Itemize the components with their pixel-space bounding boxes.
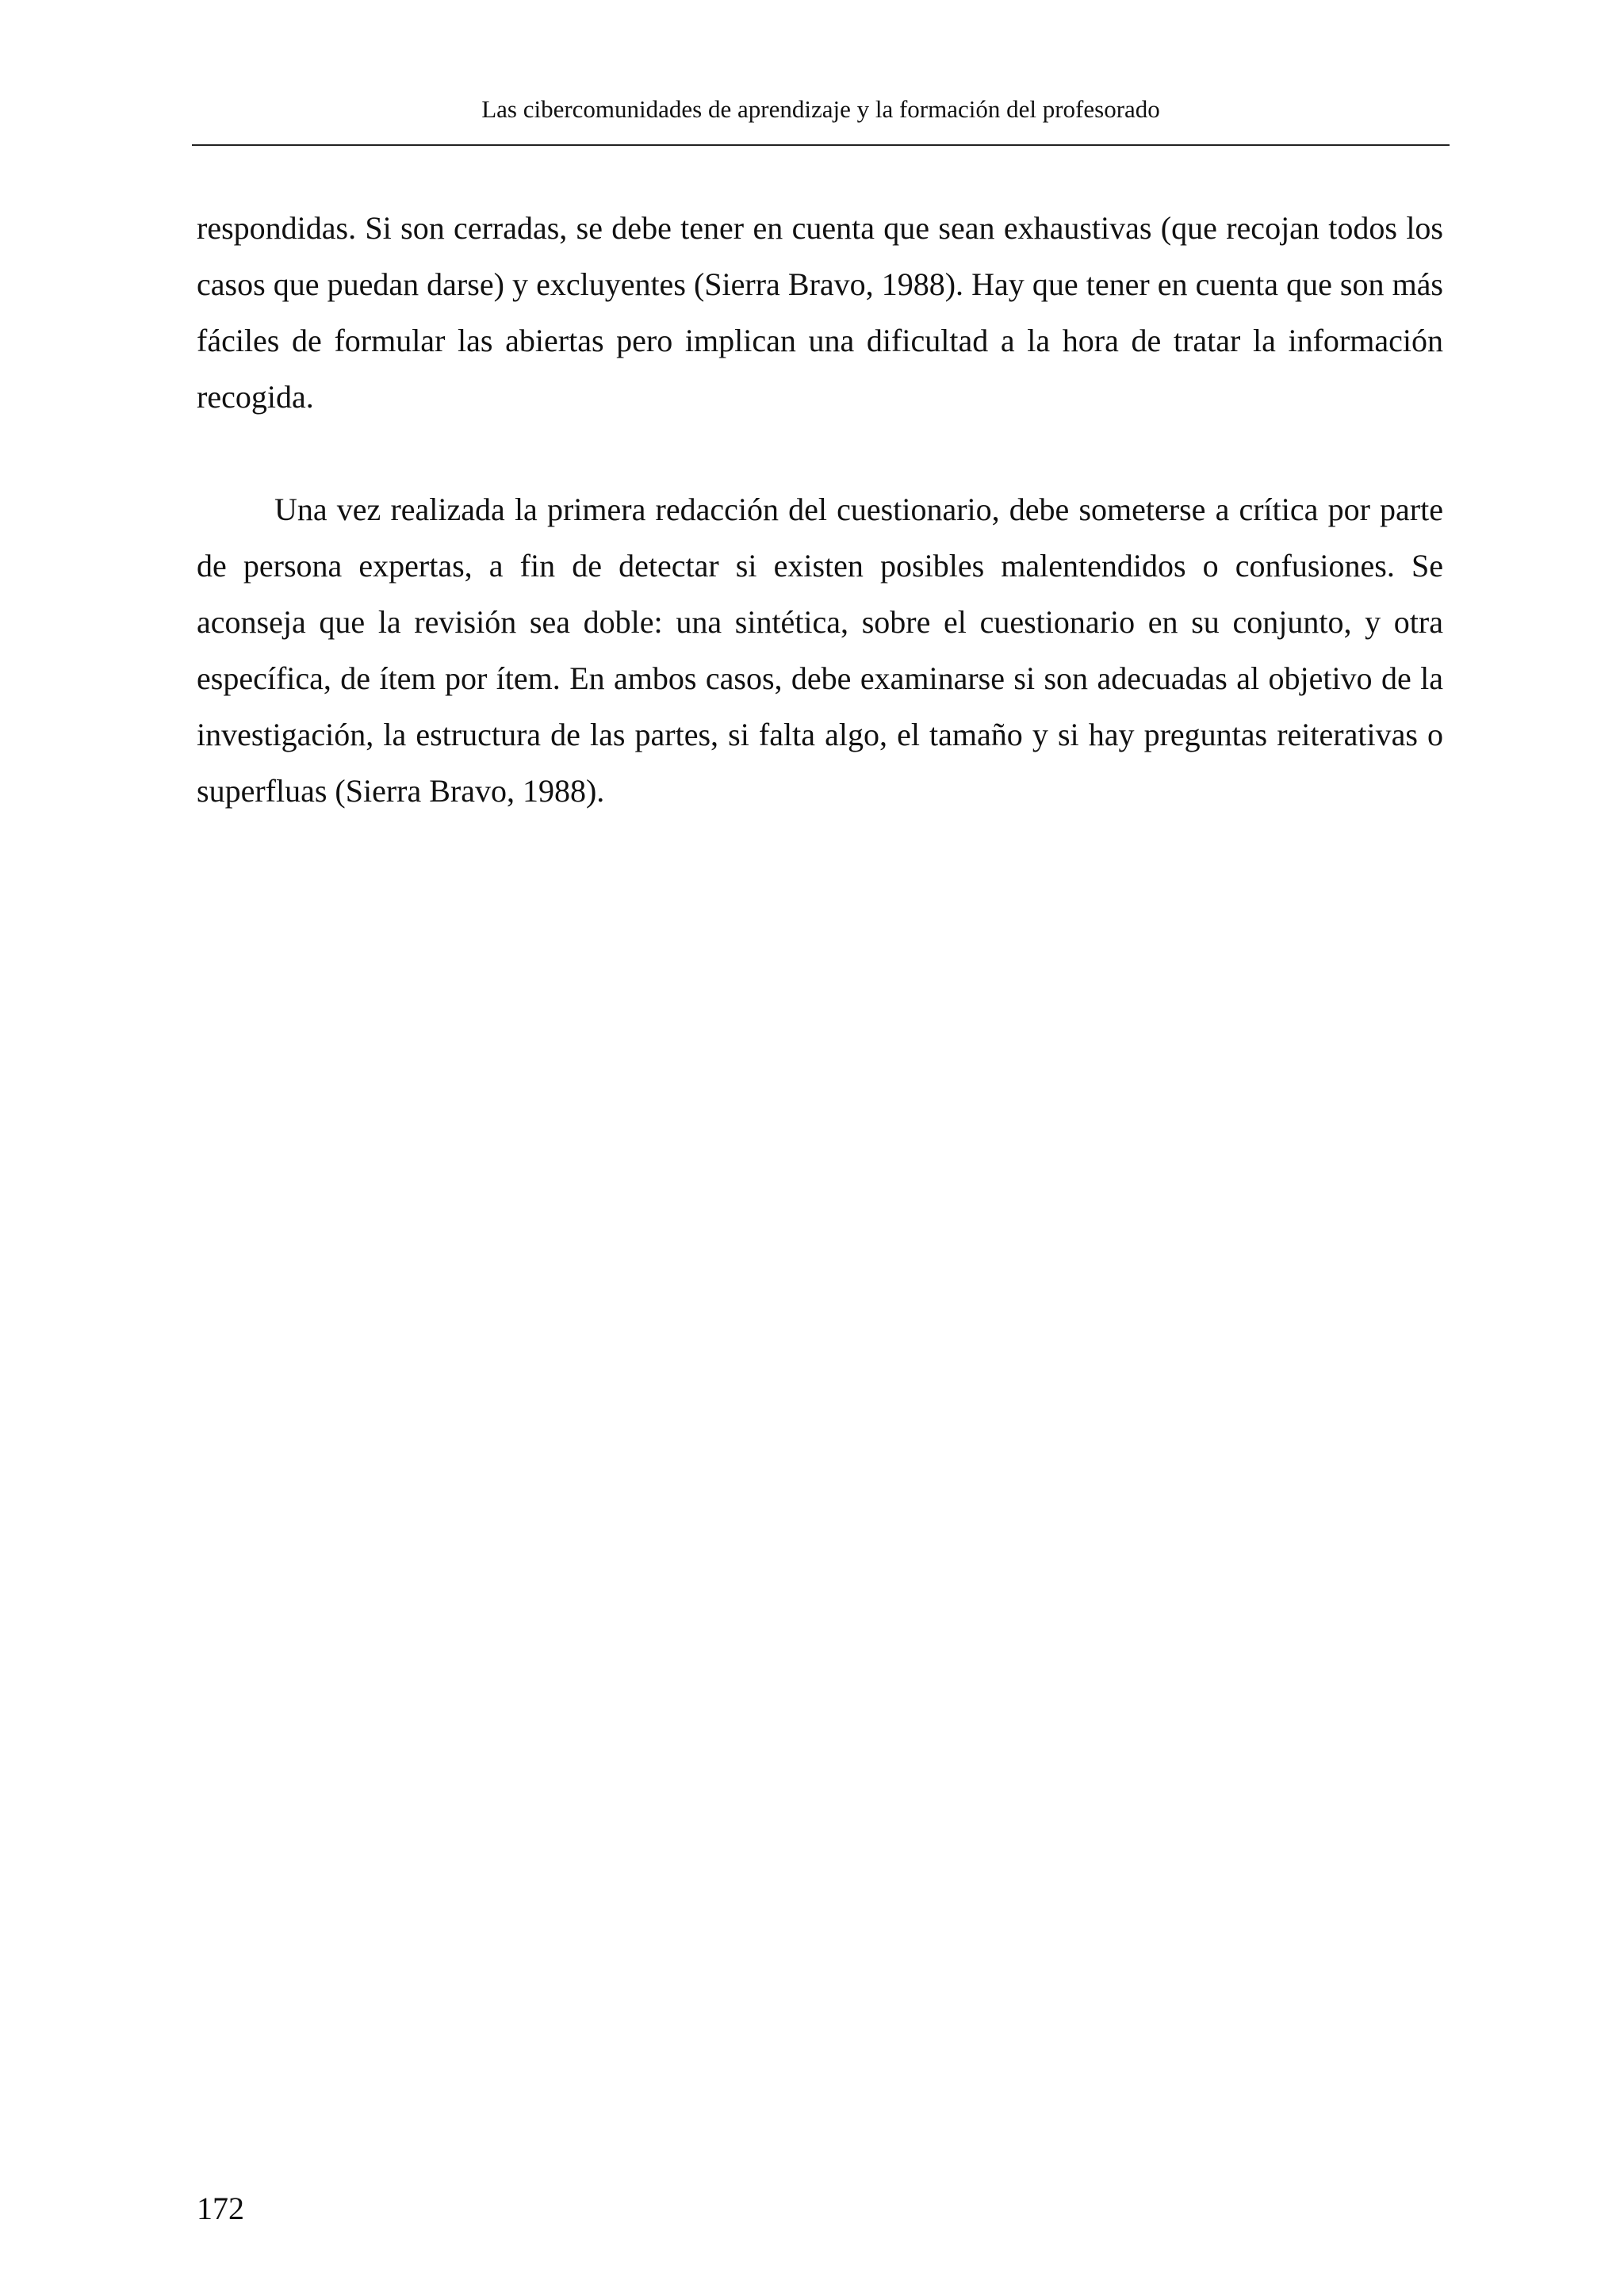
page-number: 172: [197, 2191, 244, 2226]
running-header: Las cibercomunidades de aprendizaje y la formación del profesorado: [481, 95, 1160, 123]
paragraph: Una vez realizada la primera redacción del cuestionario, debe someterse a crítica por parte de persona expertas, a fin de detectar si existen posibles malentendidos o confusiones. Se aconseja que la revisión sea doble: una sintética, sobre el cuestionario en su conjunto, y otra específica, de ítem por ítem. En ambos casos, debe examinarse si son adecuadas al objetivo de la investigación, la estructura de las partes, si falta algo, el tamaño y si hay preguntas reiterativas o superfluas (Sierra Bravo, 1988).: [197, 492, 1443, 809]
body-text: [197, 200, 1443, 819]
paragraph-continuation: respondidas. Si son cerradas, se debe tener en cuenta que sean exhaustivas (que recojan todos los casos que puedan darse) y excluyentes (Sierra Bravo, 1988). Hay que tener en cuenta que son más fáciles de formular las abiertas pero implican una dificultad a la hora de tratar la información recogida.: [197, 210, 1443, 415]
header-divider: [192, 144, 1450, 146]
